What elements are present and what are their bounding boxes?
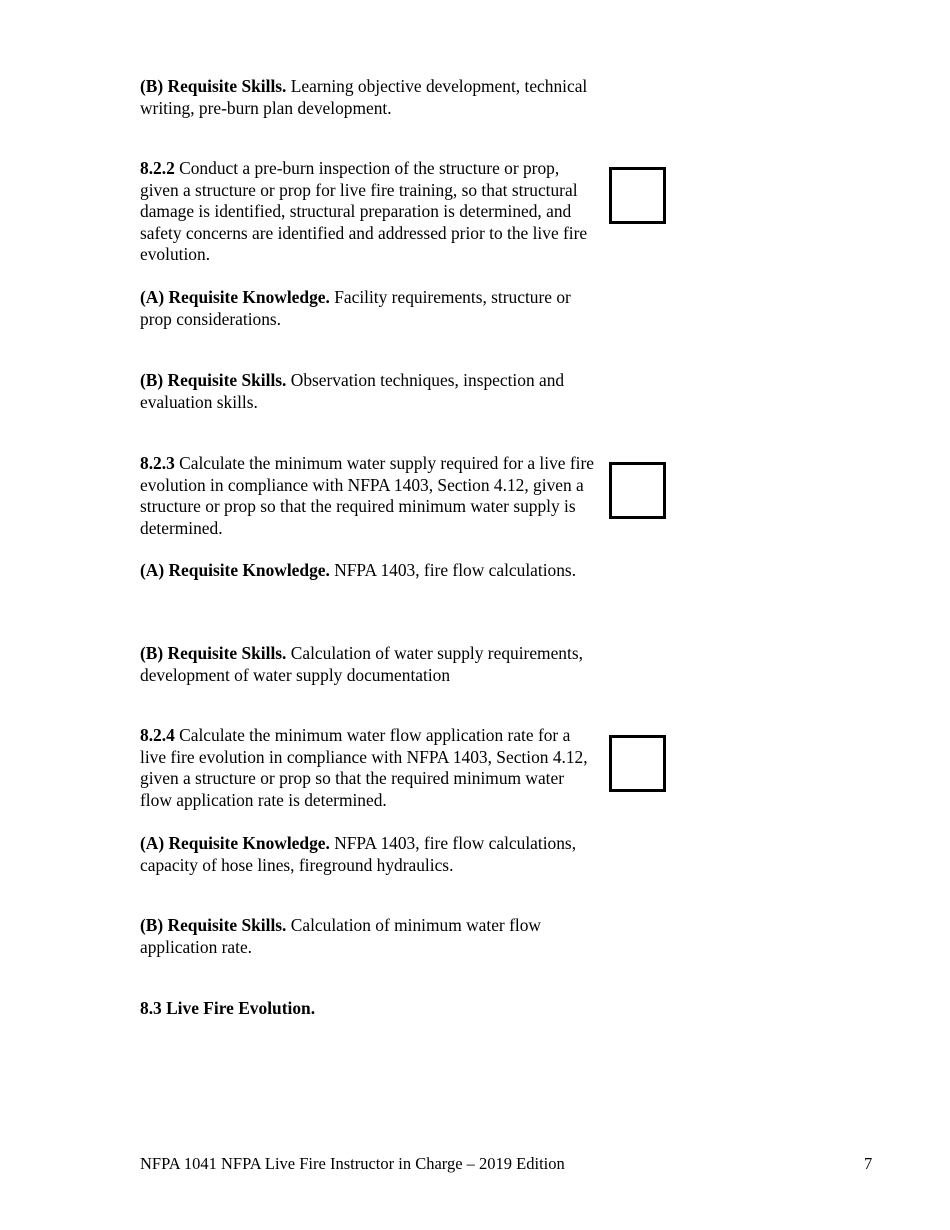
requisite-knowledge-label: (A) Requisite Knowledge. bbox=[140, 287, 330, 307]
requisite-knowledge-8-2-2 bbox=[140, 287, 600, 330]
requisite-skills-text: Calculation of minimum water flow application rate. bbox=[140, 915, 541, 957]
jpr-text: Calculate the minimum water flow application rate for a live fire evolution in compliance with NFPA 1403, Section 4.12, given a structure or prop so that the required minimum water flow application rate is determined. bbox=[140, 725, 588, 810]
jpr-8-2-2-checkbox[interactable] bbox=[609, 167, 666, 224]
jpr-number: 8.2.2 bbox=[140, 158, 175, 178]
page-number: 7 bbox=[864, 1154, 873, 1173]
requisite-knowledge-text: Facility requirements, structure or prop considerations. bbox=[140, 287, 571, 329]
requisite-skills-label: (B) Requisite Skills. bbox=[140, 370, 287, 390]
jpr-number: 8.2.3 bbox=[140, 453, 175, 473]
jpr-number: 8.2.4 bbox=[140, 725, 175, 745]
requisite-skills-8-2-4 bbox=[140, 915, 600, 958]
requisite-knowledge-text: NFPA 1403, fire flow calculations. bbox=[334, 560, 577, 580]
jpr-8-2-3-checkbox[interactable] bbox=[609, 462, 666, 519]
requisite-skills-8-2-3 bbox=[140, 643, 600, 686]
requisite-skills-text: Calculation of water supply requirements, development of water supply documentation bbox=[140, 643, 583, 685]
requisite-skills-label: (B) Requisite Skills. bbox=[140, 76, 287, 96]
requisite-skills-text: Observation techniques, inspection and evaluation skills. bbox=[140, 370, 565, 412]
footer-title: NFPA 1041 NFPA Live Fire Instructor in Charge – 2019 Edition bbox=[140, 1154, 565, 1173]
section-heading-8-3: 8.3 Live Fire Evolution. bbox=[140, 998, 316, 1018]
requisite-knowledge-8-2-3 bbox=[140, 560, 600, 582]
requisite-knowledge-8-2-4 bbox=[140, 833, 600, 876]
requisite-knowledge-label: (A) Requisite Knowledge. bbox=[140, 560, 330, 580]
jpr-8-2-2 bbox=[140, 158, 600, 266]
requisite-knowledge-label: (A) Requisite Knowledge. bbox=[140, 833, 330, 853]
jpr-text: Conduct a pre-burn inspection of the structure or prop, given a structure or prop for live fire training, so that structural damage is identified, structural preparation is determined, and safety concerns are identified and addressed prior to the live fire evolution. bbox=[140, 158, 588, 264]
requisite-knowledge-text: NFPA 1403, fire flow calculations, capacity of hose lines, fireground hydraulics. bbox=[140, 833, 577, 875]
requisite-skills-8-2-1 bbox=[140, 76, 600, 119]
jpr-8-2-3 bbox=[140, 453, 600, 539]
jpr-8-2-4-checkbox[interactable] bbox=[609, 735, 666, 792]
jpr-text: Calculate the minimum water supply required for a live fire evolution in compliance with NFPA 1403, Section 4.12, given a structure or prop so that the required minimum water supply is determined. bbox=[140, 453, 594, 538]
jpr-8-2-4 bbox=[140, 725, 600, 811]
requisite-skills-label: (B) Requisite Skills. bbox=[140, 915, 287, 935]
requisite-skills-label: (B) Requisite Skills. bbox=[140, 643, 287, 663]
requisite-skills-text: Learning objective development, technical writing, pre-burn plan development. bbox=[140, 76, 588, 118]
requisite-skills-8-2-2 bbox=[140, 370, 600, 413]
